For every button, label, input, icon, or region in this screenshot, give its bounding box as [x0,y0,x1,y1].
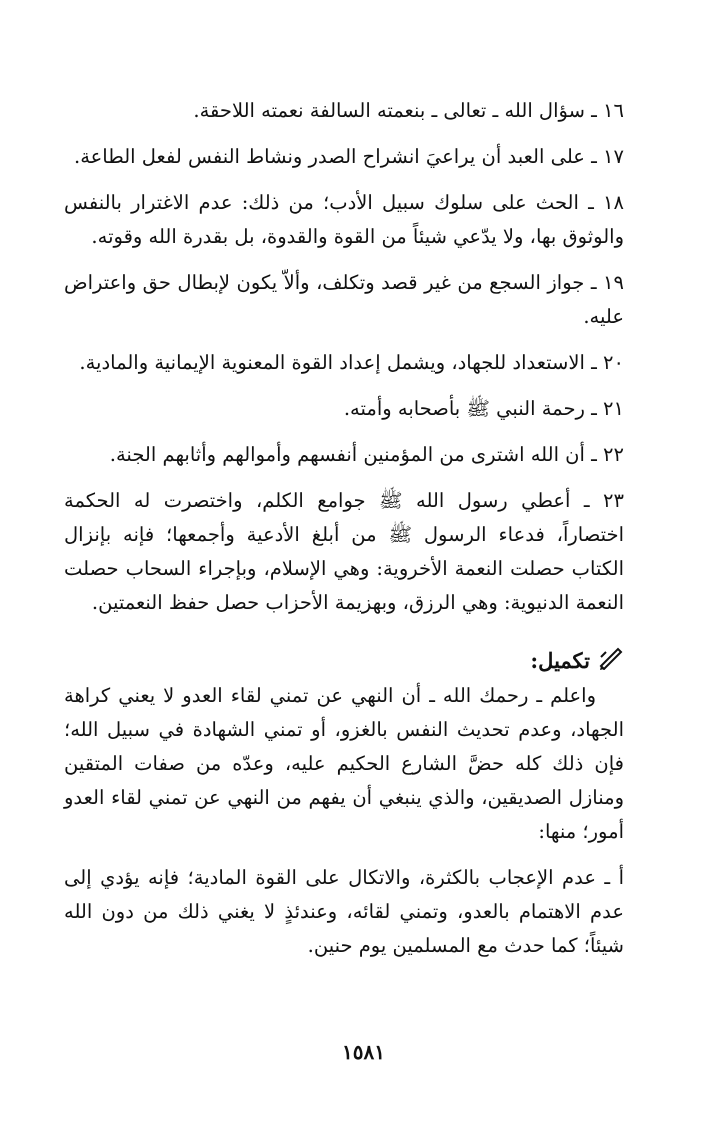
page-number: ١٥٨١ [342,1040,385,1064]
heading-text: تكميل: [530,648,590,673]
point-23: ٢٣ ـ أعطي رسول الله ﷺ جوامع الكلم، واختصرت له الحكمة اختصاراً، فدعاء الرسول ﷺ من أبلغ الأدعية وأجمعها؛ فإنه بإنزال الكتاب حصلت النعمة الأخروية: وهي الإسلام، وبإجراء السحاب حصلت النعمة الدنيوية: وهي الرزق، وبهزيمة الأحزاب حصل حفظ النعمتين. [64,489,624,614]
point-18: ١٨ ـ الحث على سلوك سبيل الأدب؛ من ذلك: عدم الاغترار بالنفس والوثوق بها، ولا يدّعي شيئاً من القوة والقدوة، بل بقدرة الله وقوته. [64,191,624,248]
point-16: ١٦ ـ سؤال الله ـ تعالى ـ بنعمته السالفة نعمته اللاحقة. [193,99,624,122]
point-22: ٢٢ ـ أن الله اشترى من المؤمنين أنفسهم وأموالهم وأثابهم الجنة. [109,443,624,466]
point-19: ١٩ ـ جواز السجع من غير قصد وتكلف، وألاّ يكون لإبطال حق واعتراض عليه. [64,271,624,328]
page-body [64,94,624,975]
point-17: ١٧ ـ على العبد أن يراعيَ انشراح الصدر ونشاط النفس لفعل الطاعة. [74,145,624,168]
section-heading [64,646,624,675]
paragraph-item-a: أ ـ عدم الإعجاب بالكثرة، والاتكال على القوة المادية؛ فإنه يؤدي إلى عدم الاهتمام بالعدو، وتمني لقائه، وعندئذٍ لا يغني ذلك من دون الله شيئاً؛ كما حدث مع المسلمين يوم حنين. [64,866,624,957]
point-21: ٢١ ـ رحمة النبي ﷺ بأصحابه وأمته. [343,397,624,420]
pen-icon [598,646,624,675]
point-20: ٢٠ ـ الاستعداد للجهاد، ويشمل إعداد القوة المعنوية الإيمانية والمادية. [79,351,624,374]
paragraph-intro: واعلم ـ رحمك الله ـ أن النهي عن تمني لقاء العدو لا يعني كراهة الجهاد، وعدم تحديث النفس بالغزو، أو تمني الشهادة في سبيل الله؛ فإن ذلك كله حضَّ الشارع الحكيم عليه، وعدّه من صفات المتقين ومنازل الصديقين، والذي ينبغي أن يفهم من النهي عن تمني لقاء العدو أمور؛ منها: [64,684,624,843]
